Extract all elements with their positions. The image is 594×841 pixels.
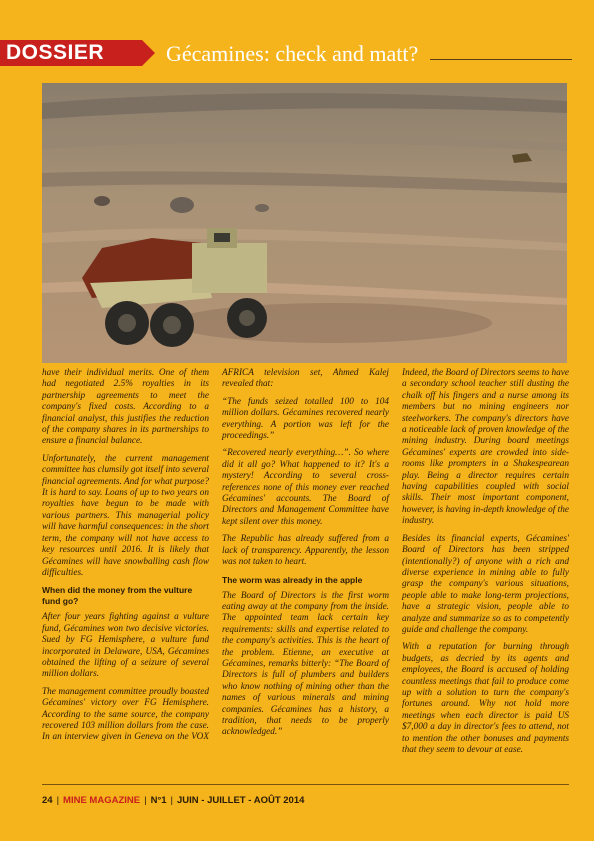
- paragraph: After four years fighting against a vulture fund, Gécamines won two decisive victories. Sued by FG Hemisphere, a vulture fund incorporated in Delaware, USA, Gécamines obtained the lifting of a seizure of several million dollars.: [42, 612, 209, 680]
- subheading: The worm was already in the apple: [222, 574, 363, 585]
- paragraph: Indeed, the Board of Directors seems to have a secondary school teacher still dusting the chalk off his fingers and a nurse among its members but no mining engineers nor steelworkers. The company's directors have a noticeable lack of proven knowledge of the mining industry. During board meetings Gécamines' experts are crowded into side-rooms like prompters in a Shakespearean play. Being a director requires certain having capabilities coupled with social skills. Their most important component, however, is having in-depth knowledge of the industry.: [402, 368, 569, 527]
- section-label: DOSSIER: [6, 41, 105, 64]
- footer-rule: [42, 784, 569, 785]
- paragraph: The Republic has already suffered from a lack of transparency. Apparently, the lesson was not taken to heart.: [222, 534, 389, 568]
- paragraph: Besides its financial experts, Gécamines' Board of Directors has been stripped (intentionally?) of anyone with a rich and diverse experience in mining able to fully grasp the company's various situations, people able to make long-term projections, have a strategic vision, people able to analyze and summarize so as to competently guide and challenge the company.: [402, 533, 569, 635]
- mining-truck-photo: [42, 83, 567, 363]
- article-body: [42, 368, 569, 775]
- page-number: 24: [42, 795, 53, 806]
- paragraph: “Recovered nearly everything…”. So where did it all go? What happened to it? It's a mystery! According to several cross-references none of this money ever reached Gécamines' accounts. The Board of Directors and Management Committee have kept silent over this money.: [222, 448, 389, 527]
- paragraph: have their individual merits. One of them had negotiated 2.5% royalties in its partnership agreements to meet the company's fixed costs. According to a financial analyst, this justifies the reduction of the company shares in its partnerships to ensure a financial balance.: [42, 368, 209, 447]
- page-title: Gécamines: check and matt?: [166, 41, 419, 66]
- paragraph: Unfortunately, the current management committee has clumsily got itself into several financial agreements. And for what purpose? It is hard to say. Loans of up to two years on royalties have begun to be made with various partners. This managerial policy will have harmful consequences: in the short term, the company will not have access to key resources until 2016. It is likely that Gécamines will have snowballing cash flow difficulties.: [42, 453, 210, 578]
- dossier-tab: [0, 40, 155, 66]
- page-footer: 24 | MINE MAGAZINE | N°1 | JUIN - JUILLET - AOÛT 2014: [42, 795, 305, 806]
- paragraph: The management committee proudly boasted Gécamines' victory over FG Hemisphere. According to the same source, the company recovered 103 million dollars from the case. In an interview given in Geneva on the VOX AFRICA television set, Ahmed Kalej revealed that:: [42, 368, 389, 743]
- paragraph: With a reputation for burning through budgets, as decried by its agents and employees, the Board is accused of holding countless meetings that fail to produce come up with a solution to turn the company's fortunes around. Why not hold more meetings when each director is paid US $7,000 a day in director's fees to attend, not to mention the other bonuses and payments that they seem to devour at ease.: [402, 642, 569, 755]
- paragraph: “The funds seized totalled 100 to 104 million dollars. Gécamines recovered nearly everything. A portion was left for the proceedings.”: [222, 396, 389, 442]
- magazine-name: MINE MAGAZINE: [63, 795, 141, 806]
- issue-number: N°1: [150, 795, 167, 806]
- page-header: [0, 40, 594, 70]
- paragraph: The Board of Directors is the first worm eating away at the company from the inside. The appointed team lack certain key requirements: skills and expertise related to the company's activities. This is the heart of the problem. Etienne, an executive at Gécamines, remarks bitterly: “The Board of Directors is full of plumbers and builders who know nothing of mining other than the names of various minerals and mining companies. Gécamines has a history, a tradition, that needs to be properly acknowledged.”: [222, 590, 389, 738]
- issue-date: JUIN - JUILLET - AOÛT 2014: [177, 795, 305, 806]
- title-rule: [430, 59, 572, 60]
- subheading: When did the money from the vulture fund go?: [42, 585, 193, 607]
